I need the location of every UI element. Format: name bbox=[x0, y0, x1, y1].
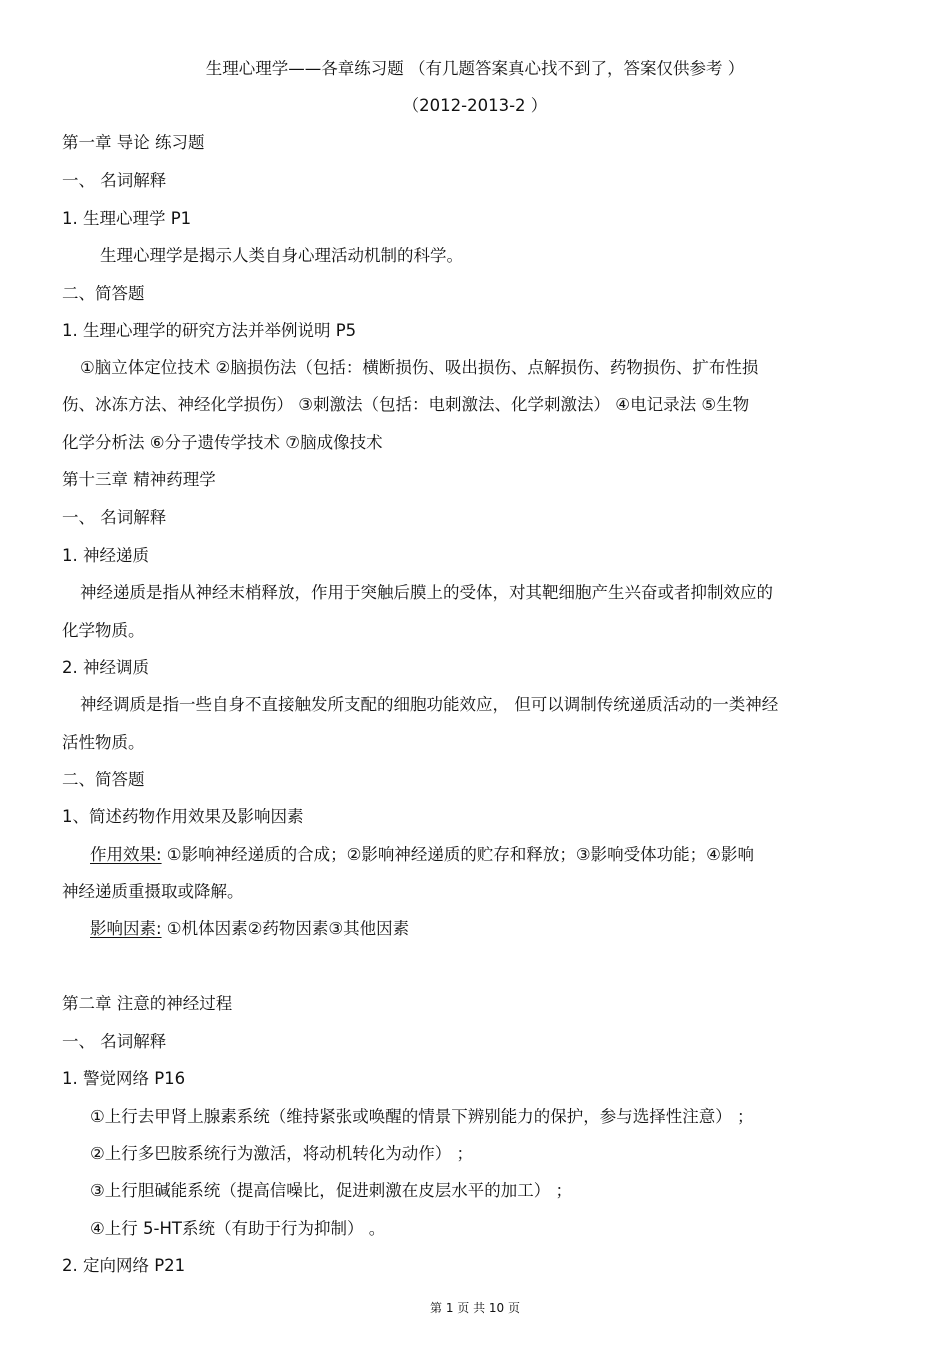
section-heading: 一、 名词解释 bbox=[62, 171, 167, 190]
question: 1、简述药物作用效果及影响因素 bbox=[62, 807, 304, 826]
question: 2. 定向网络 P21 bbox=[62, 1256, 186, 1275]
answer: ①脑立体定位技术 ②脑损伤法（包括：横断损伤、吸出损伤、点解损伤、药物损伤、扩布性损 bbox=[80, 358, 759, 377]
answer: 活性物质。 bbox=[62, 733, 145, 752]
chapter-13-heading: 第十三章 精神药理学 bbox=[62, 470, 216, 489]
page-footer: 第 1 页 共 10 页 bbox=[430, 1301, 520, 1315]
answer: 伤、冰冻方法、神经化学损伤） ③刺激法（包括：电刺激法、化学刺激法） ④电记录法 ⑤生物 bbox=[62, 395, 750, 414]
list-item: ①上行去甲肾上腺素系统（维持紧张或唤醒的情景下辨别能力的保护，参与选择性注意） ； bbox=[90, 1107, 754, 1126]
answer bbox=[90, 844, 754, 866]
answer bbox=[90, 918, 409, 940]
factor-text: ①机体因素②药物因素③其他因素 bbox=[161, 919, 410, 938]
answer: 神经递质是指从神经末梢释放，作用于突触后膜上的受体，对其靶细胞产生兴奋或者抑制效应的 bbox=[80, 583, 773, 602]
effect-text: ①影响神经递质的合成；②影响神经递质的贮存和释放；③影响受体功能；④影响 bbox=[161, 845, 754, 864]
list-item: ④上行 5-HT系统（有助于行为抑制） 。 bbox=[90, 1219, 386, 1238]
question: 1. 生理心理学 P1 bbox=[62, 209, 192, 228]
answer: 神经递质重摄取或降解。 bbox=[62, 882, 244, 901]
question: 1. 神经递质 bbox=[62, 546, 149, 565]
document-term: （2012-2013-2 ） bbox=[402, 96, 548, 115]
answer: 生理心理学是揭示人类自身心理活动机制的科学。 bbox=[100, 246, 463, 265]
document-title: 生理心理学——各章练习题 （有几题答案真心找不到了，答案仅供参考 ） bbox=[205, 59, 745, 78]
section-heading: 一、 名词解释 bbox=[62, 508, 167, 527]
question: 1. 警觉网络 P16 bbox=[62, 1069, 186, 1088]
list-item: ②上行多巴胺系统行为激活，将动机转化为动作） ； bbox=[90, 1144, 474, 1163]
answer: 化学分析法 ⑥分子遗传学技术 ⑦脑成像技术 bbox=[62, 433, 383, 452]
question: 1. 生理心理学的研究方法并举例说明 P5 bbox=[62, 321, 357, 340]
list-item: ③上行胆碱能系统（提高信噪比，促进刺激在皮层水平的加工） ； bbox=[90, 1181, 573, 1200]
section-heading: 二、简答题 bbox=[62, 770, 145, 789]
chapter-1-heading: 第一章 导论 练习题 bbox=[62, 133, 205, 152]
question: 2. 神经调质 bbox=[62, 658, 149, 677]
factor-label: 影响因素: bbox=[90, 919, 162, 938]
answer: 化学物质。 bbox=[62, 621, 145, 640]
section-heading: 一、 名词解释 bbox=[62, 1032, 167, 1051]
section-heading: 二、简答题 bbox=[62, 284, 145, 303]
answer: 神经调质是指一些自身不直接触发所支配的细胞功能效应， 但可以调制传统递质活动的一类神经 bbox=[80, 695, 779, 714]
effect-label: 作用效果: bbox=[90, 845, 162, 864]
chapter-2-heading: 第二章 注意的神经过程 bbox=[62, 994, 233, 1013]
